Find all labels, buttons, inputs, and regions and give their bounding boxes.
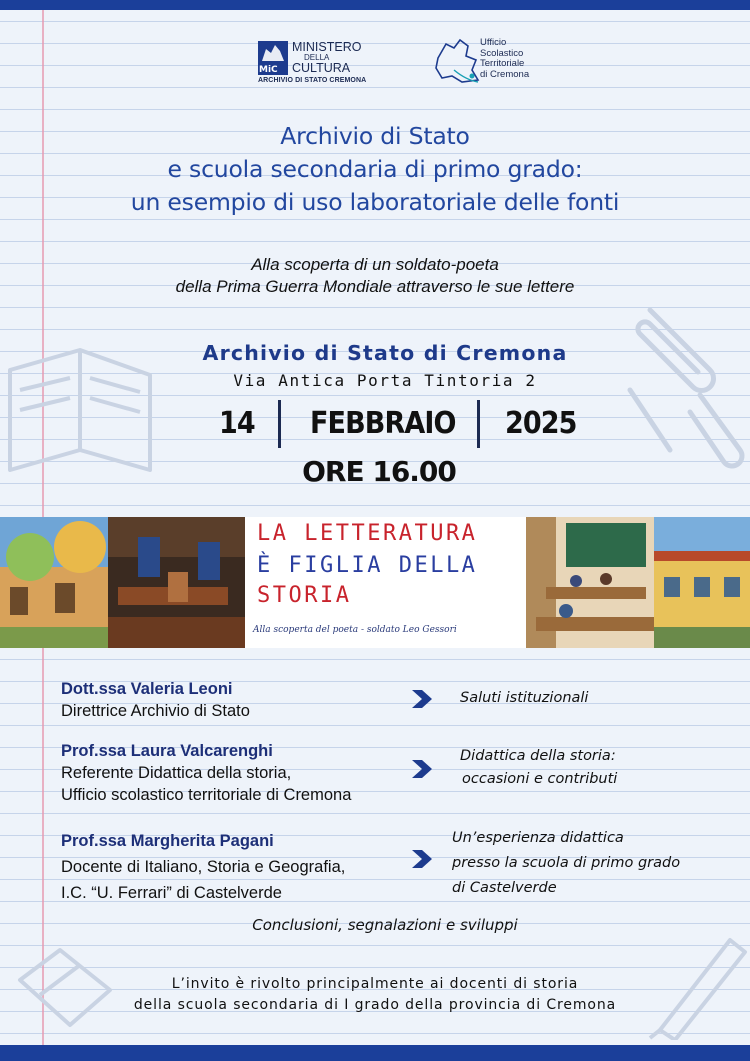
topic-line: occasioni e contributi — [462, 771, 618, 787]
banner-classroom-illustration — [526, 517, 654, 648]
topic-line: Didattica della storia: — [460, 748, 616, 764]
speaker-block — [61, 740, 351, 806]
title-line-1: Archivio di Stato — [280, 122, 470, 150]
footer-note — [0, 974, 750, 1016]
topic-block — [452, 826, 680, 901]
venue-address: Via Antica Porta Tintoria 2 — [233, 371, 537, 390]
mic-line-1: MINISTERO — [292, 40, 362, 54]
title-line-2: e scuola secondaria di primo grado: — [167, 155, 583, 183]
date-separator — [477, 400, 480, 448]
footer-line-1: L’invito è rivolto principalmente ai docenti di storia — [171, 976, 579, 992]
banner-building-illustration — [0, 517, 108, 648]
topic-block — [460, 745, 617, 791]
event-title — [0, 120, 750, 219]
topic-block — [460, 687, 588, 710]
event-subtitle — [0, 254, 750, 298]
mic-line-2: DELLA — [304, 53, 330, 62]
ust-line-2: Scolastico — [480, 47, 524, 59]
topic-line: di Castelverde — [452, 880, 557, 896]
banner-line-3: STORIA — [257, 583, 352, 608]
speaker-name: Prof.ssa Laura Valcarenghi — [61, 742, 273, 760]
speaker-name: Dott.ssa Valeria Leoni — [61, 680, 233, 698]
banner-subtitle: Alla scoperta del poeta - soldato Leo Gessori — [253, 625, 457, 635]
chevron-right-icon — [410, 690, 432, 708]
topic-line: presso la scuola di primo grado — [452, 855, 681, 871]
footer-line-2: della scuola secondaria di I grado della provincia di Cremona — [133, 997, 617, 1013]
speaker-block — [61, 678, 250, 722]
chevron-right-icon — [410, 850, 432, 868]
speaker-name: Prof.ssa Margherita Pagani — [61, 832, 274, 850]
speaker-block — [61, 830, 345, 904]
subtitle-line-2: della Prima Guerra Mondiale attraverso le sue lettere — [175, 277, 575, 296]
speaker-role: Docente di Italiano, Storia e Geografia, — [61, 858, 346, 876]
topic-line: Saluti istituzionali — [460, 690, 589, 706]
bottom-border — [0, 1045, 750, 1061]
subtitle-line-1: Alla scoperta di un soldato-poeta — [251, 255, 499, 274]
title-line-3: un esempio di uso laboratoriale delle fonti — [130, 188, 620, 216]
venue-name: Archivio di Stato di Cremona — [202, 341, 568, 365]
banner-line-1: LA LETTERATURA — [257, 521, 478, 546]
mic-line-4: ARCHIVIO DI STATO CREMONA — [258, 77, 367, 84]
top-border — [0, 0, 750, 10]
event-date — [0, 400, 750, 450]
mic-emblem — [258, 41, 288, 75]
date-separator — [278, 400, 281, 448]
date-month: FEBBRAIO — [310, 406, 456, 441]
ministero-cultura-logo — [258, 40, 373, 88]
speaker-role: I.C. “U. Ferrari” di Castelverde — [61, 884, 282, 902]
landmark-icon — [258, 41, 288, 65]
date-day: 14 — [219, 406, 255, 441]
conclusion-text: Conclusioni, segnalazioni e sviluppi — [252, 916, 518, 934]
topic-line: Un’esperienza didattica — [452, 830, 624, 846]
banner-title-card — [245, 517, 526, 648]
banner-school-building-illustration — [654, 517, 750, 648]
banner-archive-illustration — [108, 517, 245, 648]
chevron-right-icon — [410, 760, 432, 778]
speaker-role: Ufficio scolastico territoriale di Cremona — [61, 786, 352, 804]
banner-line-2: È FIGLIA DELLA — [257, 553, 478, 578]
speaker-role: Referente Didattica della storia, — [61, 764, 292, 782]
mic-badge-text: MiC — [259, 65, 278, 75]
event-time: ORE 16.00 — [302, 455, 456, 488]
ufficio-scolastico-logo — [432, 36, 552, 88]
ust-line-4: di Cremona — [480, 68, 530, 80]
speaker-role: Direttrice Archivio di Stato — [61, 702, 250, 720]
ust-line-1: Ufficio — [480, 37, 507, 48]
ust-line-3: Territoriale — [480, 58, 525, 69]
mic-line-3: CULTURA — [292, 61, 351, 75]
banner-strip — [0, 517, 750, 648]
date-year: 2025 — [505, 406, 577, 441]
